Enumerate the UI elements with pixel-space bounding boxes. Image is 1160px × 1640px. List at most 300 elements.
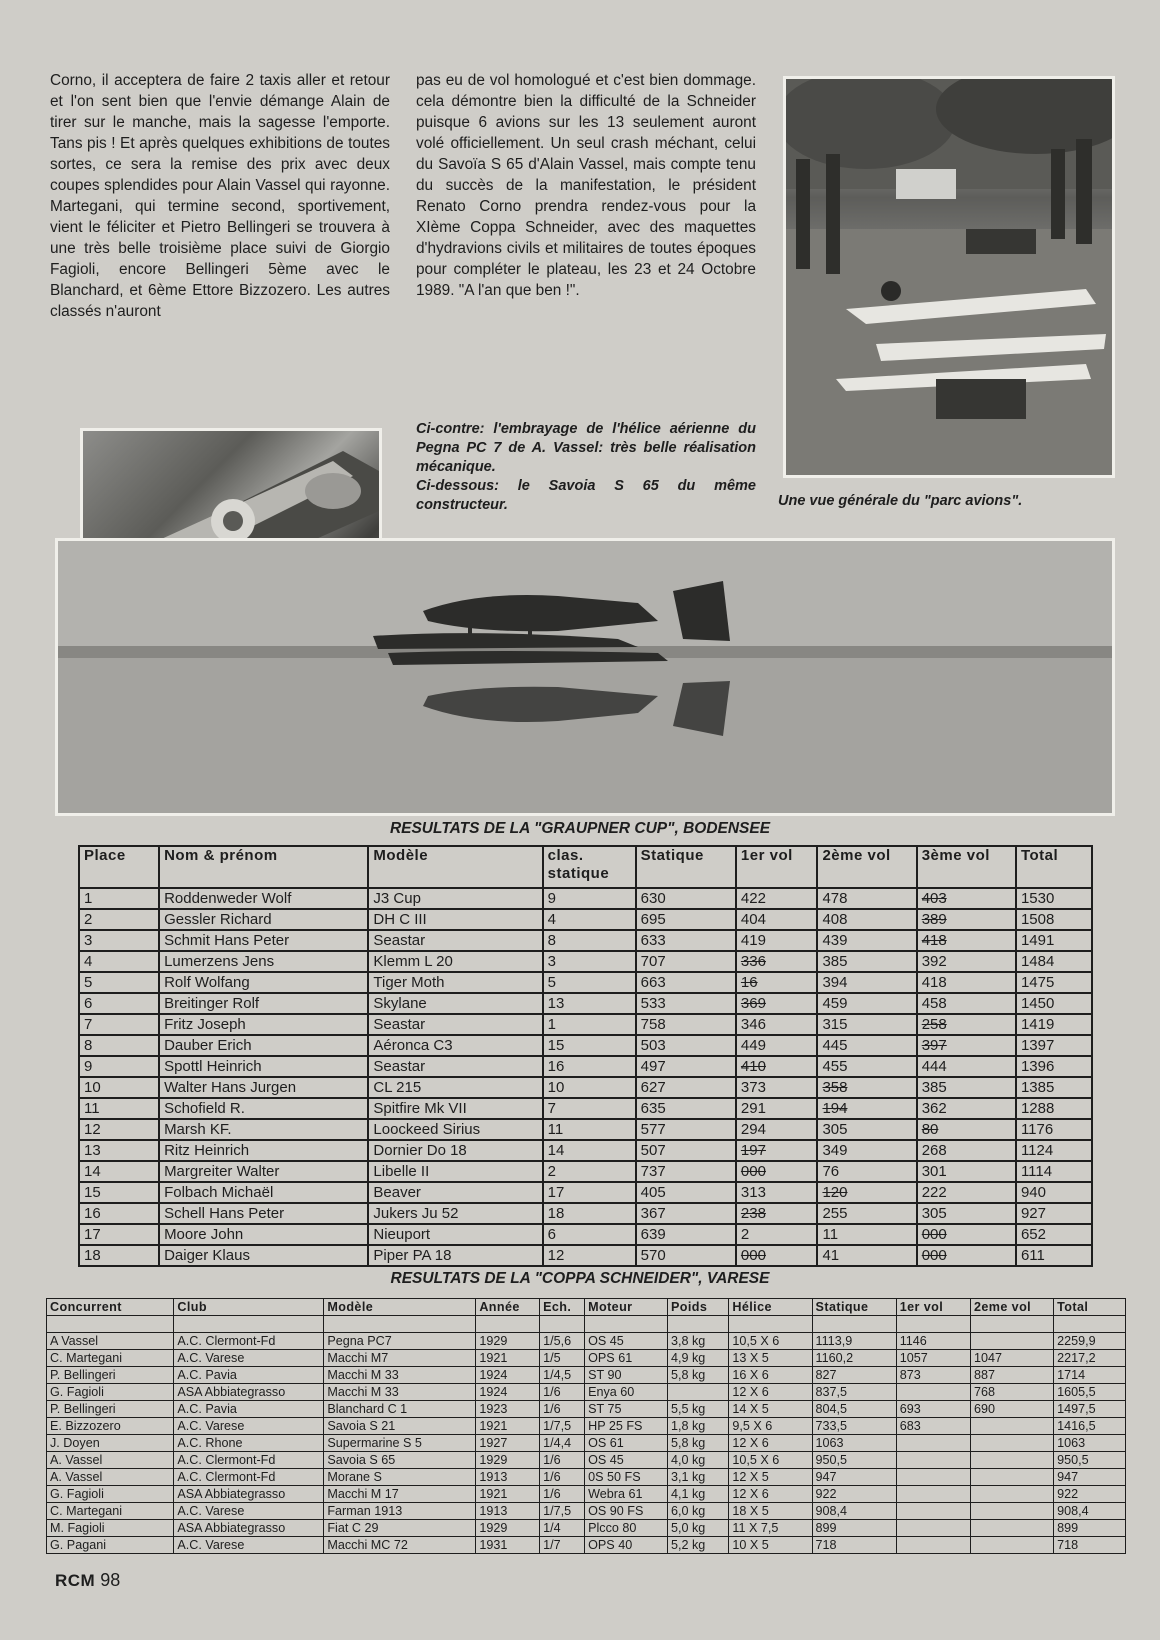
table-cell: 9: [543, 888, 636, 909]
table-cell: 1450: [1016, 993, 1092, 1014]
article-column-1: Corno, il acceptera de faire 2 taxis aller et retour et l'on sent bien que l'envie démange Alain de tirer sur le manche, mais la sagesse l'emporte. Tans pis ! Et après quelques exhibitions de toutes sortes, ce sera la remise des prix avec deux coupes splendides pour Alain Vassel qui rayonne. Martegani, qui termine second, sportivement, vient le féliciter et Pietro Bellingeri se trouvera à une très belle troisième place suivi de Giorgio Fagioli, encore Bellingeri 5ème avec le Blanchard, et 6ème Ettore Bizzozero. Les autres classés n'auront: [50, 72, 390, 320]
table-cell: 367: [636, 1203, 736, 1224]
table-cell: 16: [736, 972, 818, 993]
table-cell: 683: [896, 1418, 970, 1435]
table-cell: 707: [636, 951, 736, 972]
table-cell: 5,8 kg: [667, 1435, 728, 1452]
table-cell: 313: [736, 1182, 818, 1203]
table-cell: Klemm L 20: [368, 951, 542, 972]
table-cell: 899: [1054, 1520, 1126, 1537]
table-cell: 3: [543, 951, 636, 972]
table-row: [47, 1350, 1126, 1367]
table-cell: 418: [917, 972, 1016, 993]
table-cell: 18: [543, 1203, 636, 1224]
column-header: Modèle: [368, 846, 542, 888]
table-cell: 76: [817, 1161, 916, 1182]
table-cell: 1/6: [540, 1469, 585, 1486]
table-cell: 1924: [476, 1367, 540, 1384]
table-cell: A.C. Varese: [174, 1418, 324, 1435]
table-cell: [896, 1384, 970, 1401]
table-cell: Savoia S 21: [324, 1418, 476, 1435]
table-cell: 950,5: [1054, 1452, 1126, 1469]
table-cell: 238: [736, 1203, 818, 1224]
table-cell: 1: [79, 888, 159, 909]
table-cell: 9,5 X 6: [729, 1418, 812, 1435]
table-cell: 1530: [1016, 888, 1092, 909]
table-cell: 10: [79, 1077, 159, 1098]
table-row: [79, 972, 1092, 993]
caption-aircraft-park: Une vue générale du "parc avions".: [778, 493, 1023, 509]
table-row: [47, 1469, 1126, 1486]
table-row: [79, 1098, 1092, 1119]
table-cell: 11: [817, 1224, 916, 1245]
table-cell: 000: [917, 1224, 1016, 1245]
table-cell: 41: [817, 1245, 916, 1266]
table-cell: Spitfire Mk VII: [368, 1098, 542, 1119]
table-cell: 1921: [476, 1350, 540, 1367]
table-cell: 408: [817, 909, 916, 930]
table-cell: 1605,5: [1054, 1384, 1126, 1401]
table-cell: 1/5: [540, 1350, 585, 1367]
column-header: Poids: [667, 1299, 728, 1316]
table-cell: 222: [917, 1182, 1016, 1203]
table-cell: G. Pagani: [47, 1537, 174, 1554]
table-row: [79, 909, 1092, 930]
table-cell: Tiger Moth: [368, 972, 542, 993]
table-cell: Dornier Do 18: [368, 1140, 542, 1161]
table-cell: 1397: [1016, 1035, 1092, 1056]
table-cell: Moore John: [159, 1224, 368, 1245]
table-cell: [896, 1520, 970, 1537]
table-cell: 9: [79, 1056, 159, 1077]
table-cell: OS 61: [585, 1435, 668, 1452]
article-column-2: pas eu de vol homologué et c'est bien dommage. cela démontre bien la difficulté de la Schneider puisque 6 avions sur les 13 seulement auront volé officiellement. Un seul crash méchant, celui du Savoïa S 65 d'Alain Vassel, mais compte tenu du succès de la manifestation, le président Renato Corno prendra rendez-vous pour la XIème Coppa Schneider, avec des maquettes d'hydravions civils et militaires de toutes époques pour compléter le plateau, les 23 et 24 Octobre 1989. "A l'an que ben !".: [416, 72, 756, 299]
table-cell: 1/4: [540, 1520, 585, 1537]
photo-aircraft-park: [783, 76, 1115, 478]
table-cell: 5: [79, 972, 159, 993]
table-cell: 7: [543, 1098, 636, 1119]
table-cell: 11 X 7,5: [729, 1520, 812, 1537]
column-header: 1er vol: [896, 1299, 970, 1316]
table-cell: 695: [636, 909, 736, 930]
table-cell: 12 X 6: [729, 1435, 812, 1452]
table-cell: 922: [1054, 1486, 1126, 1503]
table-cell: 336: [736, 951, 818, 972]
table-row: [79, 1245, 1092, 1266]
table-cell: 2: [79, 909, 159, 930]
table-cell: 8: [79, 1035, 159, 1056]
table-cell: OS 45: [585, 1333, 668, 1350]
table-cell: [970, 1333, 1053, 1350]
page-number: 98: [100, 1570, 121, 1590]
table-cell: 3,1 kg: [667, 1469, 728, 1486]
table-cell: 4,9 kg: [667, 1350, 728, 1367]
table-cell: 1/6: [540, 1486, 585, 1503]
table-cell: 13: [79, 1140, 159, 1161]
table-cell: Seastar: [368, 1014, 542, 1035]
table-cell: 1475: [1016, 972, 1092, 993]
column-header: Statique: [636, 846, 736, 888]
table-cell: 507: [636, 1140, 736, 1161]
table-cell: Piper PA 18: [368, 1245, 542, 1266]
table-cell: Daiger Klaus: [159, 1245, 368, 1266]
caption-left: [416, 420, 756, 515]
table-cell: Schofield R.: [159, 1098, 368, 1119]
table-cell: 1491: [1016, 930, 1092, 951]
table-cell: [667, 1384, 728, 1401]
table-cell: 887: [970, 1367, 1053, 1384]
table-cell: CL 215: [368, 1077, 542, 1098]
table-cell: P. Bellingeri: [47, 1367, 174, 1384]
table-cell: G. Fagioli: [47, 1384, 174, 1401]
table-cell: 6: [543, 1224, 636, 1245]
table-row: [47, 1537, 1126, 1554]
table-row: [47, 1401, 1126, 1418]
table-cell: 1124: [1016, 1140, 1092, 1161]
table-cell: Plcco 80: [585, 1520, 668, 1537]
table-cell: 768: [970, 1384, 1053, 1401]
table-row: [79, 1224, 1092, 1245]
table-row: [79, 1035, 1092, 1056]
table-cell: 5,0 kg: [667, 1520, 728, 1537]
table-cell: 5: [543, 972, 636, 993]
table-cell: 17: [79, 1224, 159, 1245]
table-cell: 15: [79, 1182, 159, 1203]
table-cell: 362: [917, 1098, 1016, 1119]
table-cell: 950,5: [812, 1452, 896, 1469]
table-cell: 1176: [1016, 1119, 1092, 1140]
page-footer: [55, 1570, 120, 1591]
table-cell: [896, 1435, 970, 1452]
table-cell: 419: [736, 930, 818, 951]
table-cell: 000: [736, 1161, 818, 1182]
table-cell: 301: [917, 1161, 1016, 1182]
table-cell: 1/5,6: [540, 1333, 585, 1350]
table-cell: 5,8 kg: [667, 1367, 728, 1384]
table-cell: 12 X 6: [729, 1384, 812, 1401]
table-cell: 11: [543, 1119, 636, 1140]
table-cell: [970, 1469, 1053, 1486]
table-cell: 1: [543, 1014, 636, 1035]
column-header: Total: [1054, 1299, 1126, 1316]
table-cell: 947: [1054, 1469, 1126, 1486]
table-cell: 635: [636, 1098, 736, 1119]
schneider-results-title: RESULTATS DE LA "COPPA SCHNEIDER", VARESE: [390, 1270, 770, 1287]
table-cell: 1714: [1054, 1367, 1126, 1384]
table-cell: 459: [817, 993, 916, 1014]
table-cell: 503: [636, 1035, 736, 1056]
table-cell: 444: [917, 1056, 1016, 1077]
table-cell: 5,5 kg: [667, 1401, 728, 1418]
table-cell: 627: [636, 1077, 736, 1098]
table-cell: 1419: [1016, 1014, 1092, 1035]
table-cell: 12 X 6: [729, 1486, 812, 1503]
table-cell: Marsh KF.: [159, 1119, 368, 1140]
table-cell: Margreiter Walter: [159, 1161, 368, 1182]
table-cell: 630: [636, 888, 736, 909]
column-header: Modèle: [324, 1299, 476, 1316]
table-row: [79, 1119, 1092, 1140]
table-cell: A.C. Varese: [174, 1350, 324, 1367]
table-cell: 2259,9: [1054, 1333, 1126, 1350]
table-row: [79, 1140, 1092, 1161]
table-cell: Macchi M7: [324, 1350, 476, 1367]
table-cell: Schmit Hans Peter: [159, 930, 368, 951]
table-cell: 10,5 X 6: [729, 1452, 812, 1469]
caption-engine: Ci-contre: l'embrayage de l'hélice aérienne du Pegna PC 7 de A. Vassel: très belle réalisation mécanique.: [416, 421, 756, 475]
table-cell: A.C. Rhone: [174, 1435, 324, 1452]
table-cell: M. Fagioli: [47, 1520, 174, 1537]
table-row: [47, 1418, 1126, 1435]
table-cell: A. Vassel: [47, 1469, 174, 1486]
table-cell: 663: [636, 972, 736, 993]
table-cell: 120: [817, 1182, 916, 1203]
table-cell: 1047: [970, 1350, 1053, 1367]
table-cell: 14: [543, 1140, 636, 1161]
table-cell: Supermarine S 5: [324, 1435, 476, 1452]
table-cell: 1913: [476, 1503, 540, 1520]
table-cell: Libelle II: [368, 1161, 542, 1182]
table-cell: 804,5: [812, 1401, 896, 1418]
table-cell: 000: [917, 1245, 1016, 1266]
table-cell: Enya 60: [585, 1384, 668, 1401]
table-cell: 291: [736, 1098, 818, 1119]
table-cell: Folbach Michaël: [159, 1182, 368, 1203]
column-header: Place: [79, 846, 159, 888]
graupner-header-row: [79, 846, 1092, 888]
table-cell: 873: [896, 1367, 970, 1384]
table-cell: Blanchard C 1: [324, 1401, 476, 1418]
table-row: [79, 951, 1092, 972]
table-cell: 373: [736, 1077, 818, 1098]
table-cell: 349: [817, 1140, 916, 1161]
table-cell: 17: [543, 1182, 636, 1203]
table-cell: 394: [817, 972, 916, 993]
table-cell: 80: [917, 1119, 1016, 1140]
table-cell: 410: [736, 1056, 818, 1077]
column-header: Année: [476, 1299, 540, 1316]
table-cell: 5,2 kg: [667, 1537, 728, 1554]
table-cell: 14 X 5: [729, 1401, 812, 1418]
table-cell: 1929: [476, 1452, 540, 1469]
table-cell: 403: [917, 888, 1016, 909]
table-cell: 4: [79, 951, 159, 972]
table-cell: Macchi M 33: [324, 1384, 476, 1401]
table-cell: Skylane: [368, 993, 542, 1014]
table-cell: 439: [817, 930, 916, 951]
table-row: [79, 1077, 1092, 1098]
table-cell: Seastar: [368, 1056, 542, 1077]
table-cell: HP 25 FS: [585, 1418, 668, 1435]
table-cell: 497: [636, 1056, 736, 1077]
table-cell: ASA Abbiategrasso: [174, 1384, 324, 1401]
table-cell: Fiat C 29: [324, 1520, 476, 1537]
table-cell: 478: [817, 888, 916, 909]
table-cell: 16: [543, 1056, 636, 1077]
table-cell: [896, 1537, 970, 1554]
table-cell: Webra 61: [585, 1486, 668, 1503]
table-cell: 305: [917, 1203, 1016, 1224]
table-cell: Seastar: [368, 930, 542, 951]
table-cell: C. Martegani: [47, 1503, 174, 1520]
table-cell: 1385: [1016, 1077, 1092, 1098]
table-cell: 737: [636, 1161, 736, 1182]
table-cell: 1160,2: [812, 1350, 896, 1367]
table-cell: A.C. Pavia: [174, 1367, 324, 1384]
table-cell: [896, 1486, 970, 1503]
column-header: 3ème vol: [917, 846, 1016, 888]
table-cell: 1/7,5: [540, 1418, 585, 1435]
table-cell: 418: [917, 930, 1016, 951]
table-cell: 8: [543, 930, 636, 951]
table-cell: 733,5: [812, 1418, 896, 1435]
table-cell: 16 X 6: [729, 1367, 812, 1384]
table-cell: C. Martegani: [47, 1350, 174, 1367]
table-cell: 758: [636, 1014, 736, 1035]
table-cell: 422: [736, 888, 818, 909]
table-row: [47, 1486, 1126, 1503]
table-cell: 718: [1054, 1537, 1126, 1554]
column-header: Club: [174, 1299, 324, 1316]
table-cell: 3: [79, 930, 159, 951]
table-row: [79, 930, 1092, 951]
table-cell: 1913: [476, 1469, 540, 1486]
table-cell: Breitinger Rolf: [159, 993, 368, 1014]
table-cell: 197: [736, 1140, 818, 1161]
table-cell: A.C. Pavia: [174, 1401, 324, 1418]
spacer-row: [47, 1316, 1126, 1333]
column-header: 1er vol: [736, 846, 818, 888]
table-cell: Schell Hans Peter: [159, 1203, 368, 1224]
table-cell: P. Bellingeri: [47, 1401, 174, 1418]
table-cell: 194: [817, 1098, 916, 1119]
schneider-results-table: [46, 1298, 1126, 1554]
table-cell: 449: [736, 1035, 818, 1056]
table-cell: A. Vassel: [47, 1452, 174, 1469]
table-cell: Pegna PC7: [324, 1333, 476, 1350]
table-cell: 268: [917, 1140, 1016, 1161]
table-cell: [970, 1435, 1053, 1452]
table-cell: 577: [636, 1119, 736, 1140]
table-row: [47, 1384, 1126, 1401]
table-cell: Morane S: [324, 1469, 476, 1486]
table-cell: 12 X 5: [729, 1469, 812, 1486]
table-cell: 6,0 kg: [667, 1503, 728, 1520]
table-cell: 1924: [476, 1384, 540, 1401]
table-cell: Roddenweder Wolf: [159, 888, 368, 909]
table-cell: [970, 1452, 1053, 1469]
table-cell: 12: [79, 1119, 159, 1140]
column-header: Moteur: [585, 1299, 668, 1316]
table-cell: ASA Abbiategrasso: [174, 1486, 324, 1503]
table-cell: 1113,9: [812, 1333, 896, 1350]
table-cell: J3 Cup: [368, 888, 542, 909]
table-cell: OS 45: [585, 1452, 668, 1469]
table-cell: Nieuport: [368, 1224, 542, 1245]
table-cell: 12: [543, 1245, 636, 1266]
table-cell: A.C. Clermont-Fd: [174, 1469, 324, 1486]
table-cell: 1508: [1016, 909, 1092, 930]
table-row: [79, 993, 1092, 1014]
table-cell: [896, 1503, 970, 1520]
table-cell: [970, 1537, 1053, 1554]
table-cell: 18: [79, 1245, 159, 1266]
table-cell: 693: [896, 1401, 970, 1418]
table-cell: 294: [736, 1119, 818, 1140]
table-cell: 827: [812, 1367, 896, 1384]
table-cell: 255: [817, 1203, 916, 1224]
table-cell: 405: [636, 1182, 736, 1203]
table-cell: 1063: [812, 1435, 896, 1452]
table-cell: A.C. Clermont-Fd: [174, 1333, 324, 1350]
table-cell: OPS 61: [585, 1350, 668, 1367]
table-cell: 1497,5: [1054, 1401, 1126, 1418]
table-cell: 358: [817, 1077, 916, 1098]
table-cell: 0S 50 FS: [585, 1469, 668, 1486]
table-cell: 1931: [476, 1537, 540, 1554]
table-cell: 940: [1016, 1182, 1092, 1203]
graupner-results-title: RESULTATS DE LA "GRAUPNER CUP", BODENSEE: [389, 820, 771, 837]
table-cell: 10 X 5: [729, 1537, 812, 1554]
table-cell: 908,4: [1054, 1503, 1126, 1520]
table-row: [79, 1203, 1092, 1224]
table-cell: 16: [79, 1203, 159, 1224]
table-cell: [970, 1520, 1053, 1537]
table-row: [79, 1014, 1092, 1035]
column-header: Total: [1016, 846, 1092, 888]
table-cell: Macchi M 17: [324, 1486, 476, 1503]
table-cell: 611: [1016, 1245, 1092, 1266]
table-cell: 385: [817, 951, 916, 972]
table-cell: 4: [543, 909, 636, 930]
table-cell: [896, 1469, 970, 1486]
table-cell: Macchi MC 72: [324, 1537, 476, 1554]
table-cell: 652: [1016, 1224, 1092, 1245]
table-cell: 947: [812, 1469, 896, 1486]
table-cell: Gessler Richard: [159, 909, 368, 930]
table-cell: J. Doyen: [47, 1435, 174, 1452]
table-cell: Macchi M 33: [324, 1367, 476, 1384]
table-cell: 1114: [1016, 1161, 1092, 1182]
table-cell: 1057: [896, 1350, 970, 1367]
table-cell: 13 X 5: [729, 1350, 812, 1367]
column-header: 2ème vol: [817, 846, 916, 888]
graupner-results-table: [78, 845, 1093, 1267]
table-cell: 3,8 kg: [667, 1333, 728, 1350]
photo-savoia-seaplane: [55, 538, 1115, 816]
column-header: Statique: [812, 1299, 896, 1316]
table-cell: 899: [812, 1520, 896, 1537]
table-cell: 13: [543, 993, 636, 1014]
table-cell: 11: [79, 1098, 159, 1119]
table-cell: 908,4: [812, 1503, 896, 1520]
table-cell: 2: [543, 1161, 636, 1182]
table-cell: A.C. Varese: [174, 1537, 324, 1554]
table-row: [79, 1161, 1092, 1182]
table-cell: Beaver: [368, 1182, 542, 1203]
table-cell: 4,1 kg: [667, 1486, 728, 1503]
table-cell: Walter Hans Jurgen: [159, 1077, 368, 1098]
table-cell: 258: [917, 1014, 1016, 1035]
table-cell: A Vassel: [47, 1333, 174, 1350]
table-cell: 305: [817, 1119, 916, 1140]
table-cell: 18 X 5: [729, 1503, 812, 1520]
table-row: [47, 1520, 1126, 1537]
table-cell: 1288: [1016, 1098, 1092, 1119]
table-cell: 2217,2: [1054, 1350, 1126, 1367]
table-cell: 2: [736, 1224, 818, 1245]
table-cell: 837,5: [812, 1384, 896, 1401]
